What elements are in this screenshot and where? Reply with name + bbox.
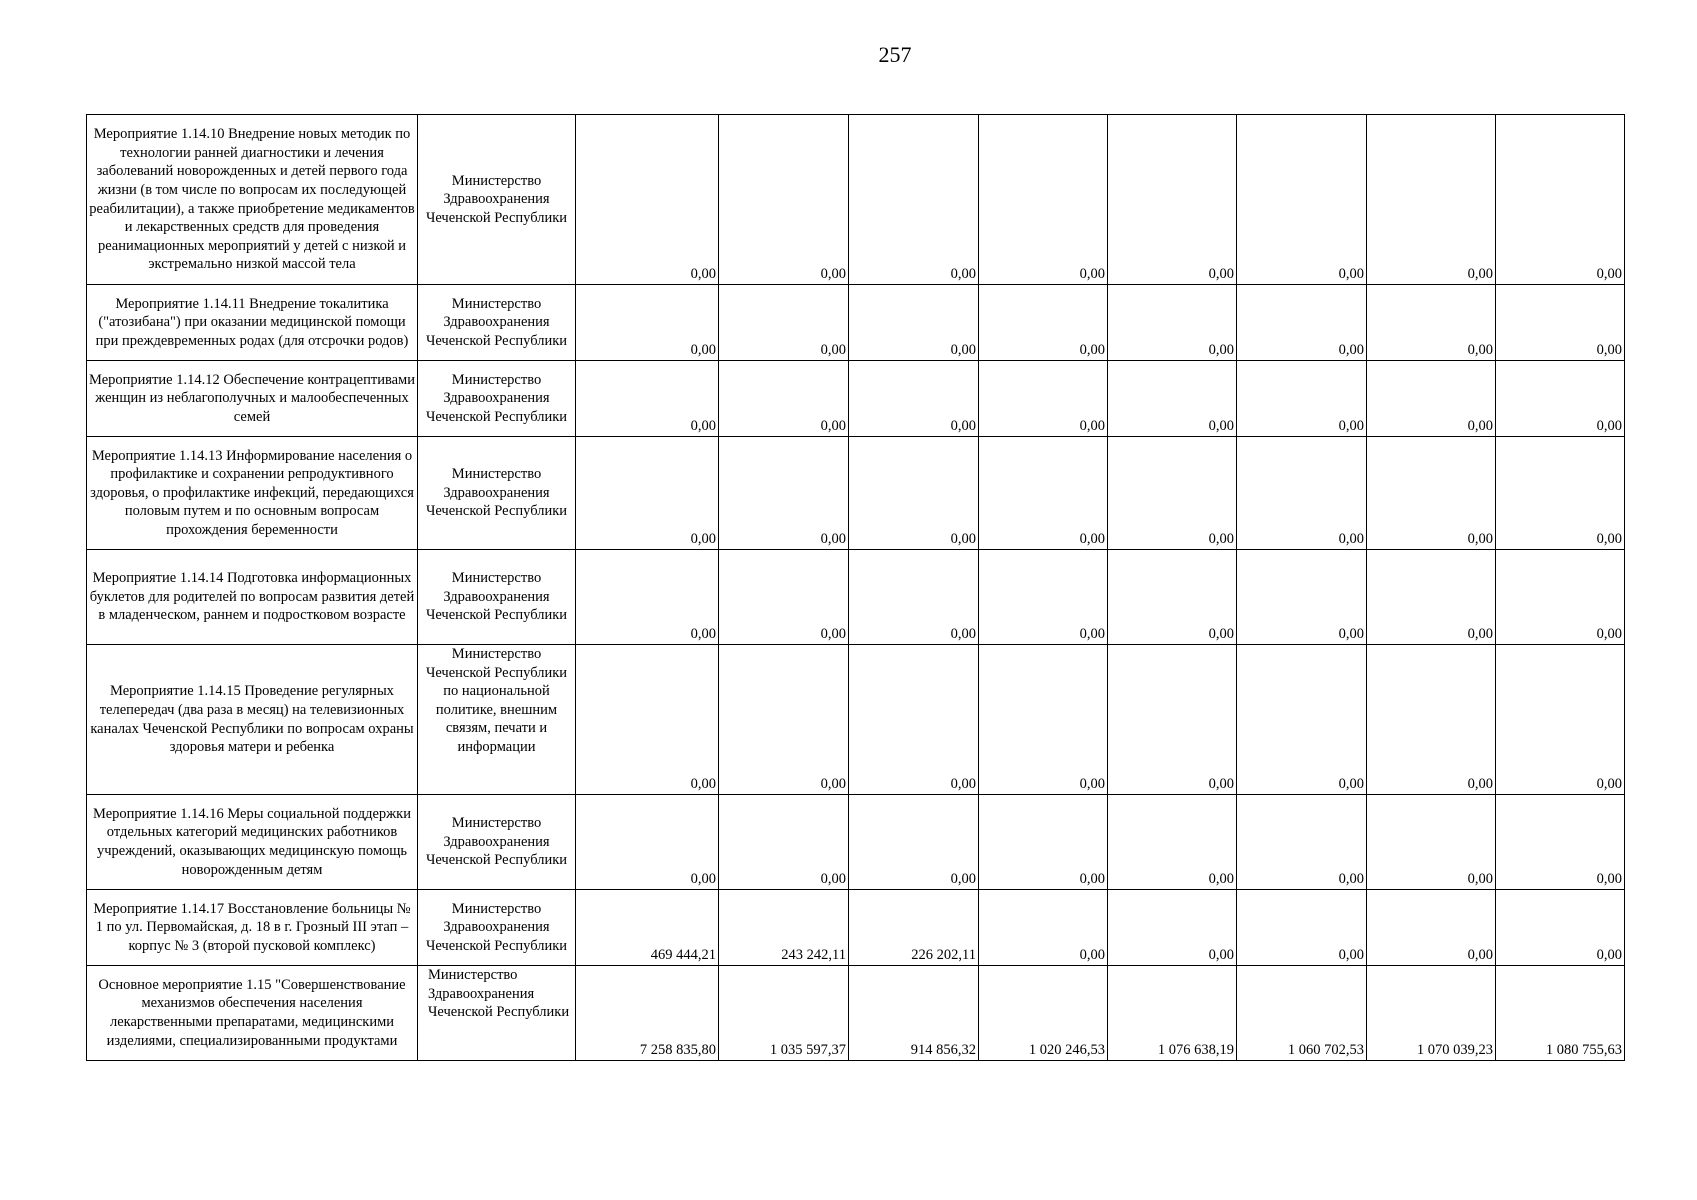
value-cell: 0,00	[719, 645, 849, 795]
executor-cell: Министерство Здравоохранения Чеченской Республики	[418, 890, 576, 966]
value-cell: 0,00	[719, 361, 849, 437]
value-cell: 0,00	[1237, 890, 1367, 966]
executor-cell: Министерство Здравоохранения Чеченской Республики	[418, 115, 576, 285]
value-cell: 0,00	[1496, 285, 1625, 361]
value-cell: 0,00	[1108, 361, 1237, 437]
executor-cell: Министерство Здравоохранения Чеченской Республики	[418, 966, 576, 1061]
value-cell: 0,00	[1367, 285, 1496, 361]
value-cell: 0,00	[979, 285, 1108, 361]
value-cell: 0,00	[1237, 645, 1367, 795]
value-cell: 0,00	[576, 437, 719, 550]
value-cell: 0,00	[576, 645, 719, 795]
value-cell: 0,00	[576, 285, 719, 361]
executor-cell: Министерство Здравоохранения Чеченской Республики	[418, 795, 576, 890]
value-cell: 469 444,21	[576, 890, 719, 966]
value-cell: 0,00	[1496, 550, 1625, 645]
executor-cell: Министерство Здравоохранения Чеченской Республики	[418, 361, 576, 437]
value-cell: 0,00	[849, 285, 979, 361]
value-cell: 0,00	[979, 645, 1108, 795]
executor-cell: Министерство Чеченской Республики по национальной политике, внешним связям, печати и информации	[418, 645, 576, 795]
value-cell: 0,00	[979, 890, 1108, 966]
value-cell: 0,00	[979, 550, 1108, 645]
table-row	[87, 115, 1625, 285]
value-cell: 0,00	[1237, 285, 1367, 361]
value-cell: 0,00	[576, 361, 719, 437]
value-cell: 0,00	[719, 115, 849, 285]
value-cell: 0,00	[1237, 795, 1367, 890]
table-row	[87, 890, 1625, 966]
value-cell: 0,00	[719, 437, 849, 550]
executor-cell: Министерство Здравоохранения Чеченской Республики	[418, 437, 576, 550]
value-cell: 0,00	[849, 795, 979, 890]
value-cell: 0,00	[1496, 361, 1625, 437]
activity-name-cell: Мероприятие 1.14.14 Подготовка информационных буклетов для родителей по вопросам развития детей в младенческом, раннем и подростковом возрасте	[87, 550, 418, 645]
activity-name-cell: Мероприятие 1.14.17 Восстановление больницы № 1 по ул. Первомайская, д. 18 в г. Грозный III этап – корпус № 3 (второй пусковой комплекс)	[87, 890, 418, 966]
value-cell: 0,00	[979, 795, 1108, 890]
value-cell: 0,00	[719, 795, 849, 890]
value-cell: 0,00	[1496, 645, 1625, 795]
value-cell: 0,00	[1496, 437, 1625, 550]
value-cell: 0,00	[576, 795, 719, 890]
value-cell: 0,00	[1237, 550, 1367, 645]
table-row	[87, 795, 1625, 890]
table-row	[87, 285, 1625, 361]
activity-name-cell: Мероприятие 1.14.13 Информирование населения о профилактике и сохранении репродуктивного здоровья, о профилактике инфекций, передающихся половым путем и по основным вопросам прохождения беременности	[87, 437, 418, 550]
value-cell: 1 020 246,53	[979, 966, 1108, 1061]
page-number: 257	[878, 42, 912, 67]
value-cell: 0,00	[1237, 361, 1367, 437]
value-cell: 0,00	[1237, 115, 1367, 285]
executor-cell: Министерство Здравоохранения Чеченской Республики	[418, 285, 576, 361]
value-cell: 0,00	[1108, 285, 1237, 361]
value-cell: 0,00	[849, 361, 979, 437]
table-row	[87, 966, 1625, 1061]
table-row	[87, 645, 1625, 795]
value-cell: 0,00	[1367, 550, 1496, 645]
value-cell: 0,00	[979, 361, 1108, 437]
table-row	[87, 437, 1625, 550]
value-cell: 0,00	[719, 285, 849, 361]
table-row	[87, 361, 1625, 437]
value-cell: 0,00	[849, 645, 979, 795]
activity-name-cell: Мероприятие 1.14.12 Обеспечение контрацептивами женщин из неблагополучных и малообеспеченных семей	[87, 361, 418, 437]
value-cell: 0,00	[1496, 115, 1625, 285]
value-cell: 0,00	[849, 550, 979, 645]
value-cell: 243 242,11	[719, 890, 849, 966]
activity-name-cell: Мероприятие 1.14.11 Внедрение токалитика ("атозибана") при оказании медицинской помощи при преждевременных родах (для отсрочки родов)	[87, 285, 418, 361]
table-row	[87, 550, 1625, 645]
value-cell: 0,00	[979, 115, 1108, 285]
value-cell: 0,00	[576, 115, 719, 285]
activity-name-cell: Основное мероприятие 1.15 "Совершенствование механизмов обеспечения населения лекарственными препаратами, медицинскими изделиями, специализированными продуктами	[87, 966, 418, 1061]
value-cell: 0,00	[1367, 795, 1496, 890]
executor-cell: Министерство Здравоохранения Чеченской Республики	[418, 550, 576, 645]
value-cell: 0,00	[1496, 795, 1625, 890]
activity-name-cell: Мероприятие 1.14.15 Проведение регулярных телепередач (два раза в месяц) на телевизионных каналах Чеченской Республики по вопросам охраны здоровья матери и ребенка	[87, 645, 418, 795]
activity-name-cell: Мероприятие 1.14.10 Внедрение новых методик по технологии ранней диагностики и лечения заболеваний новорожденных и детей первого года жизни (в том числе по вопросам их последующей реабилитации), а также приобретение медикаментов и лекарственных средств для проведения реанимационных мероприятий у детей с низкой и экстремально низкой массой тела	[87, 115, 418, 285]
value-cell: 0,00	[1108, 645, 1237, 795]
value-cell: 0,00	[1237, 437, 1367, 550]
value-cell: 1 035 597,37	[719, 966, 849, 1061]
value-cell: 914 856,32	[849, 966, 979, 1061]
value-cell: 0,00	[1108, 890, 1237, 966]
value-cell: 0,00	[719, 550, 849, 645]
value-cell: 1 070 039,23	[1367, 966, 1496, 1061]
value-cell: 226 202,11	[849, 890, 979, 966]
value-cell: 0,00	[1496, 890, 1625, 966]
value-cell: 0,00	[1367, 890, 1496, 966]
value-cell: 0,00	[1367, 361, 1496, 437]
value-cell: 0,00	[1108, 795, 1237, 890]
value-cell: 0,00	[979, 437, 1108, 550]
value-cell: 1 076 638,19	[1108, 966, 1237, 1061]
value-cell: 1 080 755,63	[1496, 966, 1625, 1061]
value-cell: 0,00	[1367, 437, 1496, 550]
value-cell: 0,00	[1108, 550, 1237, 645]
value-cell: 0,00	[1108, 437, 1237, 550]
value-cell: 0,00	[576, 550, 719, 645]
value-cell: 0,00	[1367, 645, 1496, 795]
activity-name-cell: Мероприятие 1.14.16 Меры социальной поддержки отдельных категорий медицинских работников учреждений, оказывающих медицинскую помощь новорожденным детям	[87, 795, 418, 890]
value-cell: 0,00	[849, 437, 979, 550]
value-cell: 0,00	[1108, 115, 1237, 285]
value-cell: 1 060 702,53	[1237, 966, 1367, 1061]
value-cell: 7 258 835,80	[576, 966, 719, 1061]
value-cell: 0,00	[1367, 115, 1496, 285]
program-funding-table	[86, 114, 1625, 1061]
value-cell: 0,00	[849, 115, 979, 285]
